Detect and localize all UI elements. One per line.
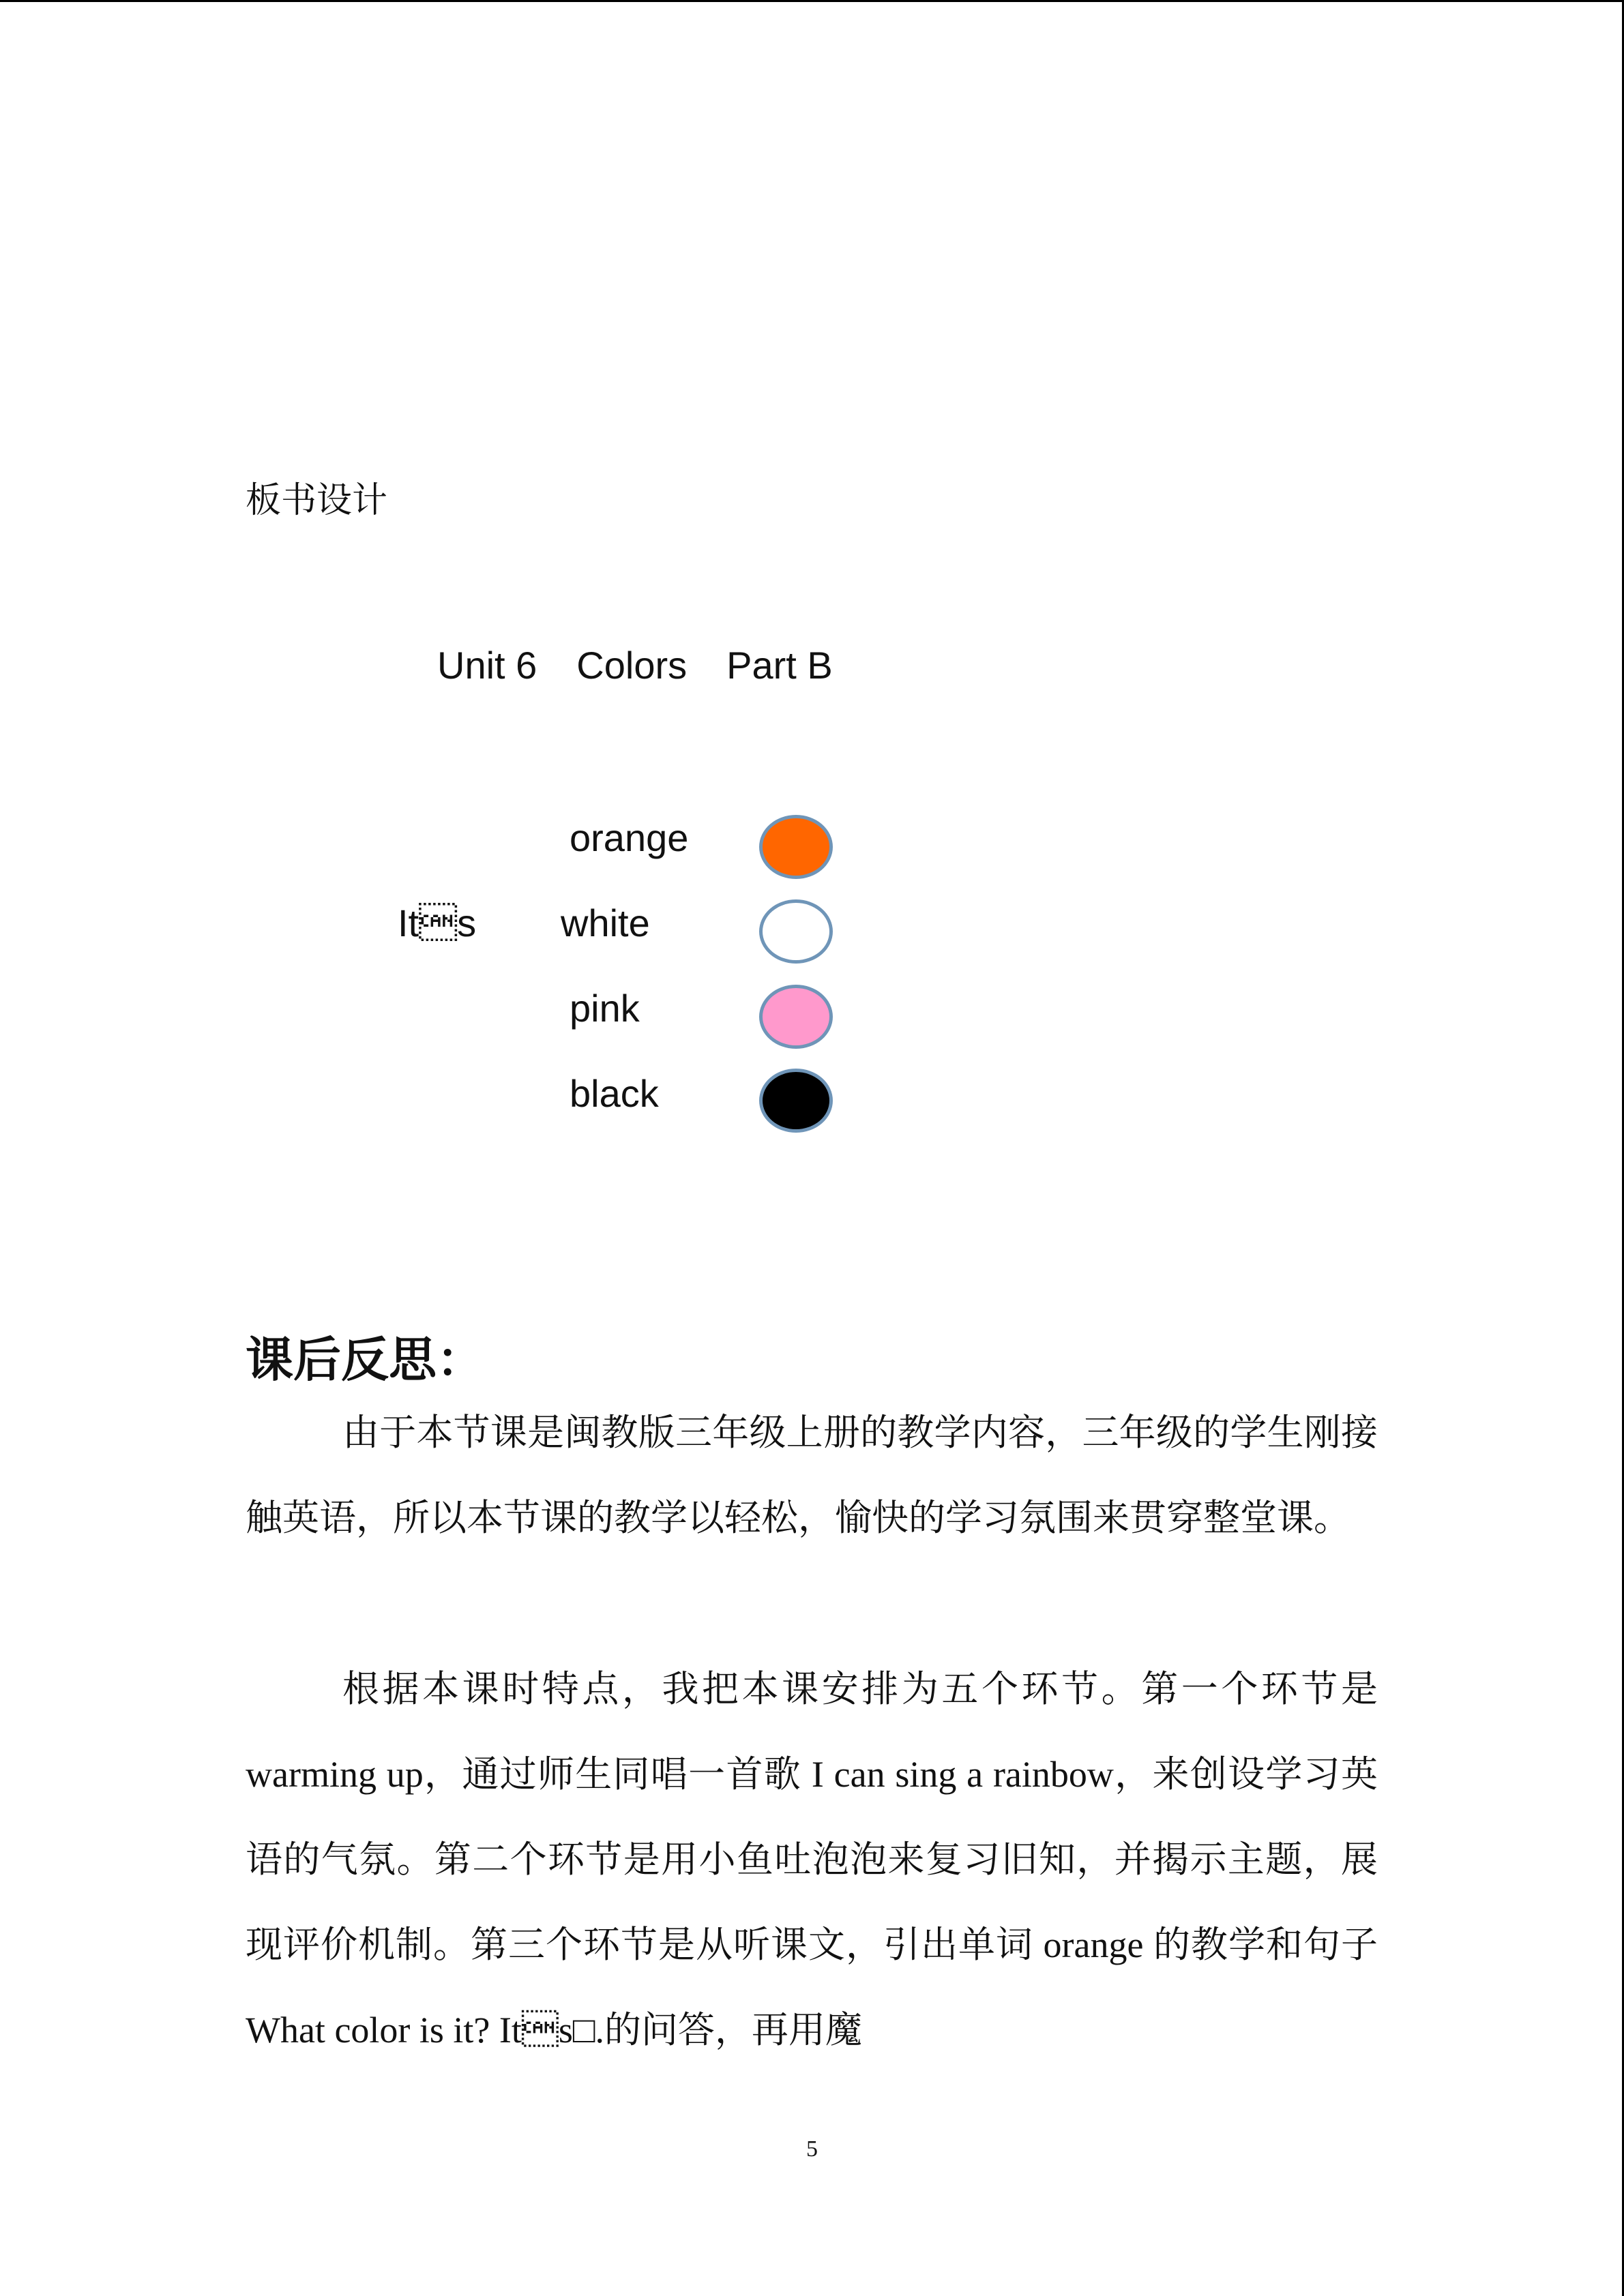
sentence-start: Its xyxy=(398,901,477,944)
reflection-paragraph-2: 根据本课时特点，我把本课安排为五个环节。第一个环节是 warming up，通过师生同唱一首歌 I can sing a rainbow，来创设学习英语的气氛。第二个环节是用小鱼吐泡泡来复习旧知，并揭示主题，展现评价机制。第三个环节是从听课文，引出单词 orange 的教学和句子 What color is it? Its□.的问答，再用魔 xyxy=(246,1669,1378,2051)
board-design-title: 板书设计 xyxy=(246,481,388,520)
color-word-pink: pink xyxy=(570,987,640,1030)
color-word-white: white xyxy=(561,901,650,944)
reflection-heading: 课后反思： xyxy=(246,1335,484,1387)
orange-swatch xyxy=(759,815,833,879)
topic-label: Colors xyxy=(576,644,688,687)
part-label: Part B xyxy=(726,644,833,687)
white-swatch xyxy=(759,899,833,964)
board-heading xyxy=(437,643,833,687)
black-swatch xyxy=(759,1069,833,1133)
reflection-paragraph-1: 由于本节课是闽教版三年级上册的教学内容，三年级的学生刚接触英语，所以本节课的教学以轻松，愉快的学习氛围来贯穿整堂课。 xyxy=(246,1412,1378,1538)
color-word-orange: orange xyxy=(570,816,689,859)
pink-swatch xyxy=(759,985,833,1049)
page-number: 5 xyxy=(806,2136,818,2162)
color-word-black: black xyxy=(570,1072,659,1115)
unit-label: Unit 6 xyxy=(437,644,537,687)
